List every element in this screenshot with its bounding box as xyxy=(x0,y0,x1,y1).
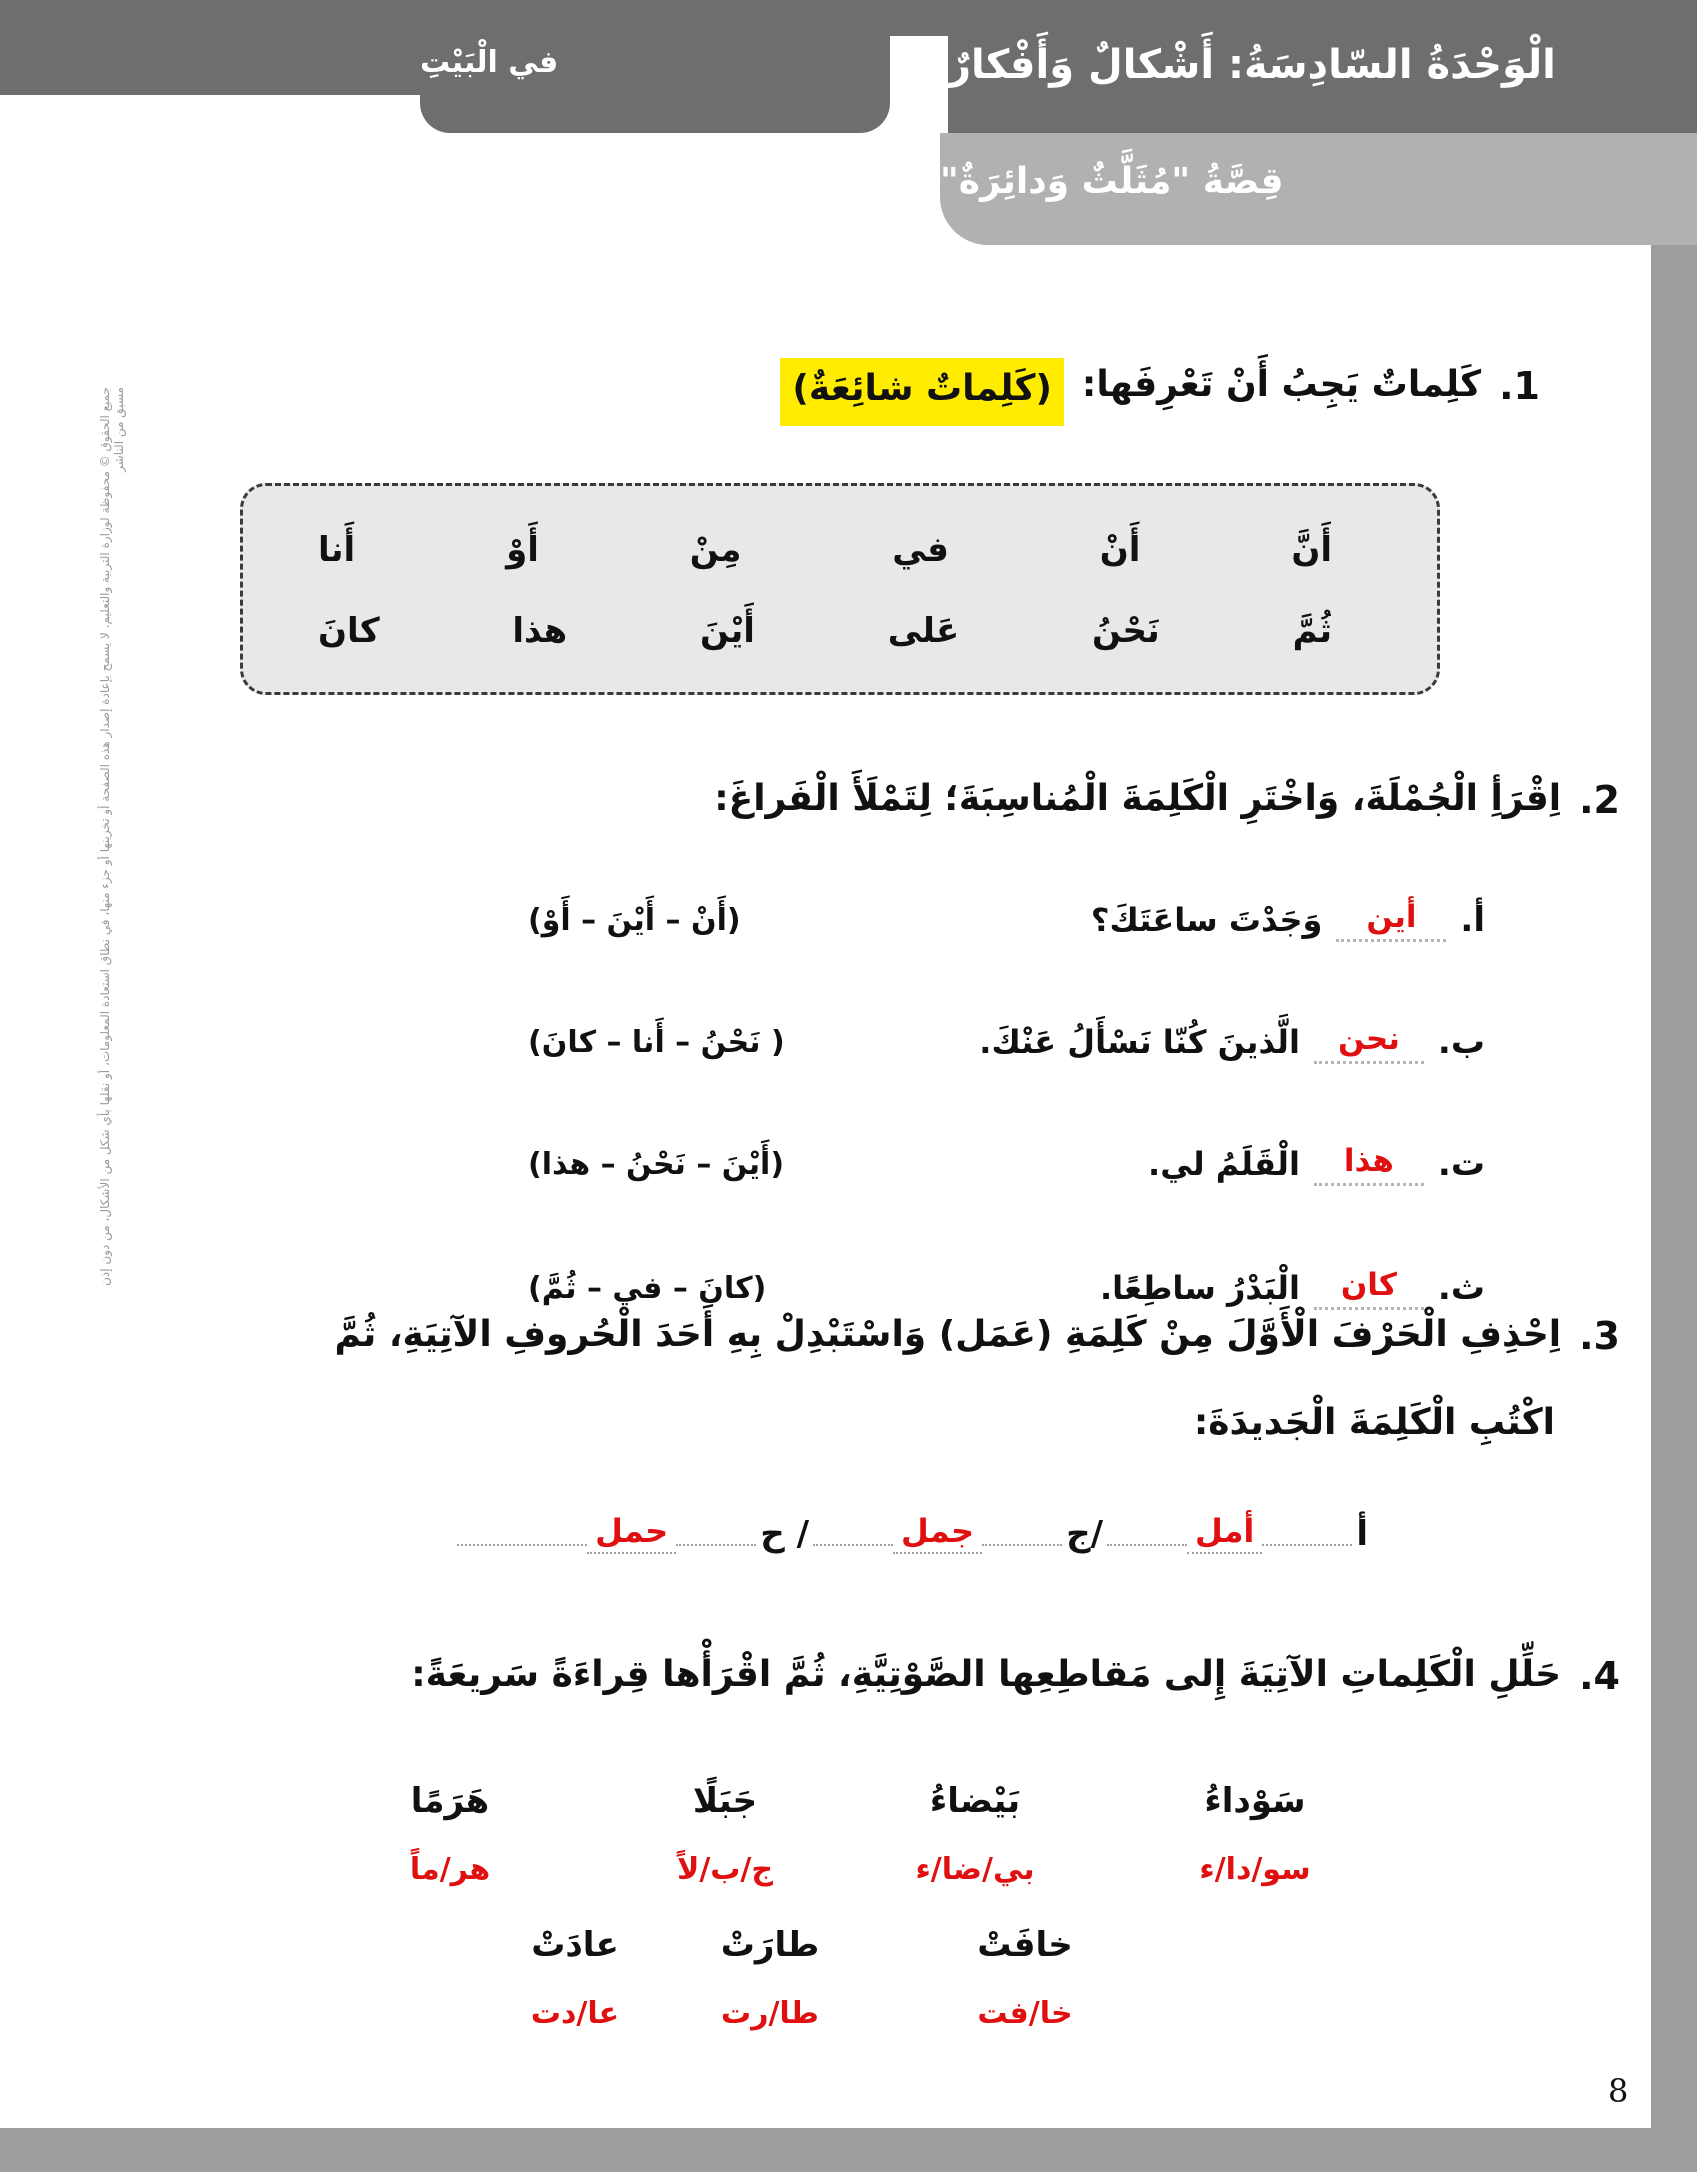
item-choices: (كانَ – في – ثُمَّ) xyxy=(528,1270,767,1306)
page-number: 8 xyxy=(1608,2072,1629,2110)
ex4-word: عادَتْ xyxy=(531,1925,619,1965)
dotted-blank xyxy=(676,1540,756,1546)
syllable-column xyxy=(855,1778,1095,1889)
common-word: ثُمَّ xyxy=(1292,610,1332,651)
header-band-right xyxy=(948,0,1697,133)
exercise2-item-a xyxy=(528,880,1485,960)
ex3-answer: حمل xyxy=(587,1512,676,1554)
common-words-highlight: (كَلِماتٌ شائِعَةٌ) xyxy=(780,358,1064,426)
item-choices: (أَيْنَ – نَحْنُ – هذا) xyxy=(528,1146,785,1182)
ex4-syllables: هر/ماً xyxy=(409,1851,491,1887)
exercise3-prompt-line1: اِحْذِفِ الْحَرْفَ الْأَوَّلَ مِنْ كَلِمَةِ (عَمَل) وَاسْتَبْدِلْ بِهِ أَحَدَ الْحُروفِ الآتِيَةِ، ثُمَّ xyxy=(334,1314,1562,1355)
common-words-row-2 xyxy=(318,606,1332,657)
common-word: أَوْ xyxy=(506,530,539,571)
ex4-syllables: بي/ضا/ء xyxy=(915,1851,1035,1887)
dotted-blank xyxy=(1107,1540,1187,1546)
item-sentence: وَجَدْتَ ساعَتَكَ؟ xyxy=(1090,901,1323,939)
dotted-blank xyxy=(457,1540,587,1546)
story-title-band xyxy=(940,133,1697,245)
item-sentence: الْبَدْرُ ساطِعًا. xyxy=(1099,1269,1300,1307)
story-title: قِصَّةُ "مُثَلَّثٌ وَدائِرَةٌ" xyxy=(940,160,1284,202)
item-choices: (أَنْ – أَيْنَ – أَوْ) xyxy=(528,902,741,938)
exercise2-item-t xyxy=(528,1124,1485,1204)
exercise2-number: 2. xyxy=(1579,778,1620,822)
header-band-notch-top xyxy=(880,0,950,36)
ex4-syllables: سو/دا/ء xyxy=(1199,1851,1311,1887)
ex4-word: بَيْضاءُ xyxy=(929,1781,1021,1821)
common-word: نَحْنُ xyxy=(1091,610,1160,651)
exercise3-answer-line xyxy=(457,1512,1372,1554)
item-sentence: الَّذينَ كُنّا نَسْأَلُ عَنْكَ. xyxy=(979,1023,1300,1061)
exercise4-heading xyxy=(411,1648,1620,1705)
item-label: أ. xyxy=(1460,900,1485,940)
page-edge-right xyxy=(1651,0,1697,2172)
exercise2-item-b xyxy=(528,1002,1485,1082)
item-answer-blank: هذا xyxy=(1314,1143,1424,1186)
common-word: في xyxy=(892,530,949,571)
common-word: عَلى xyxy=(887,610,960,651)
common-word: كانَ xyxy=(318,610,380,651)
ex4-word: سَوْداءُ xyxy=(1204,1781,1306,1821)
ex4-word: طارَتْ xyxy=(720,1925,820,1965)
exercise4-number: 4. xyxy=(1579,1654,1620,1698)
item-label: ت. xyxy=(1437,1144,1485,1184)
common-word: مِنْ xyxy=(689,530,742,571)
exercise3-number: 3. xyxy=(1579,1314,1620,1358)
item-answer-blank: نحن xyxy=(1314,1021,1424,1064)
dotted-blank xyxy=(813,1540,893,1546)
item-sentence: الْقَلَمُ لي. xyxy=(1148,1145,1300,1183)
exercise2-prompt: اِقْرَأِ الْجُمْلَةَ، وَاخْتَرِ الْكَلِمَةَ الْمُناسِبَةَ؛ لِتَمْلَأَ الْفَراغَ: xyxy=(714,778,1562,819)
syllable-column xyxy=(905,1922,1145,2033)
ex4-word: هَرَمًا xyxy=(410,1781,490,1821)
exercise1-number: 1. xyxy=(1499,364,1540,408)
item-label: ب. xyxy=(1437,1022,1485,1062)
common-word: أَيْنَ xyxy=(699,610,755,651)
syllable-column xyxy=(1135,1778,1375,1889)
syllable-column xyxy=(605,1778,845,1889)
exercise4-prompt: حَلِّلِ الْكَلِماتِ الآتِيَةَ إِلى مَقاطِعِها الصَّوْتِيَّةِ، ثُمَّ اقْرَأْها قِراءَةً سَريعَةً: xyxy=(411,1654,1562,1695)
item-answer-blank: أين xyxy=(1336,899,1446,942)
ex3-letter: /ج xyxy=(1066,1514,1103,1554)
common-words-row-1 xyxy=(318,525,1332,576)
home-tab-label: في الْبَيْتِ xyxy=(420,45,559,80)
ex4-syllables: خا/فت xyxy=(977,1995,1073,2031)
dotted-blank xyxy=(982,1540,1062,1546)
exercise1-prompt: كَلِماتٌ يَجِبُ أَنْ تَعْرِفَها: xyxy=(1081,364,1482,405)
exercise2-heading xyxy=(714,772,1620,829)
ex4-syllables: عا/دت xyxy=(530,1995,620,2031)
home-tab xyxy=(420,0,890,133)
common-word: أَنْ xyxy=(1099,530,1141,571)
syllable-column xyxy=(455,1922,695,2033)
common-words-box xyxy=(240,483,1440,695)
ex3-letter: أ xyxy=(1356,1514,1368,1554)
ex4-word: جَبَلًا xyxy=(692,1781,758,1821)
common-word: أَنَّ xyxy=(1291,530,1332,571)
ex4-syllables: طا/رت xyxy=(721,1995,819,2031)
dotted-blank xyxy=(1262,1540,1352,1546)
ex4-word: خافَتْ xyxy=(977,1925,1073,1965)
page-edge-bottom xyxy=(0,2128,1697,2172)
syllable-column xyxy=(330,1778,570,1889)
ex3-answer: جمل xyxy=(893,1512,982,1554)
item-choices: ( نَحْنُ – أَنا – كانَ) xyxy=(528,1024,785,1060)
item-answer-blank: كان xyxy=(1314,1267,1424,1310)
ex3-answer: أمل xyxy=(1187,1512,1262,1554)
exercise3-heading-line2 xyxy=(1194,1396,1555,1450)
ex4-syllables: ج/ب/لاً xyxy=(676,1851,774,1887)
exercise1-heading xyxy=(780,358,1540,426)
exercise3-prompt-line2: اكْتُبِ الْكَلِمَةَ الْجَديدَةَ: xyxy=(1193,1402,1555,1443)
item-label: ث. xyxy=(1437,1268,1485,1308)
ex3-letter: / ح xyxy=(760,1514,809,1554)
copyright-sidebar: جميع الحقوق © محفوظة لوزارة التربية والتعليم. لا يسمح بإعادة إصدار هذه الصفحة أو تخزينها أو جزء منها، في نطاق استعادة المعلومات، أو نقلها بأي شكل من الأشكال، من دون إذن مسبق من الناشر xyxy=(98,387,126,1286)
common-word: هذا xyxy=(512,610,568,651)
exercise3-heading xyxy=(335,1308,1620,1365)
unit-title: الْوَحْدَةُ السّادِسَةُ: أَشْكالٌ وَأَفْكارٌ xyxy=(948,41,1556,88)
common-word: أَنا xyxy=(318,530,356,571)
